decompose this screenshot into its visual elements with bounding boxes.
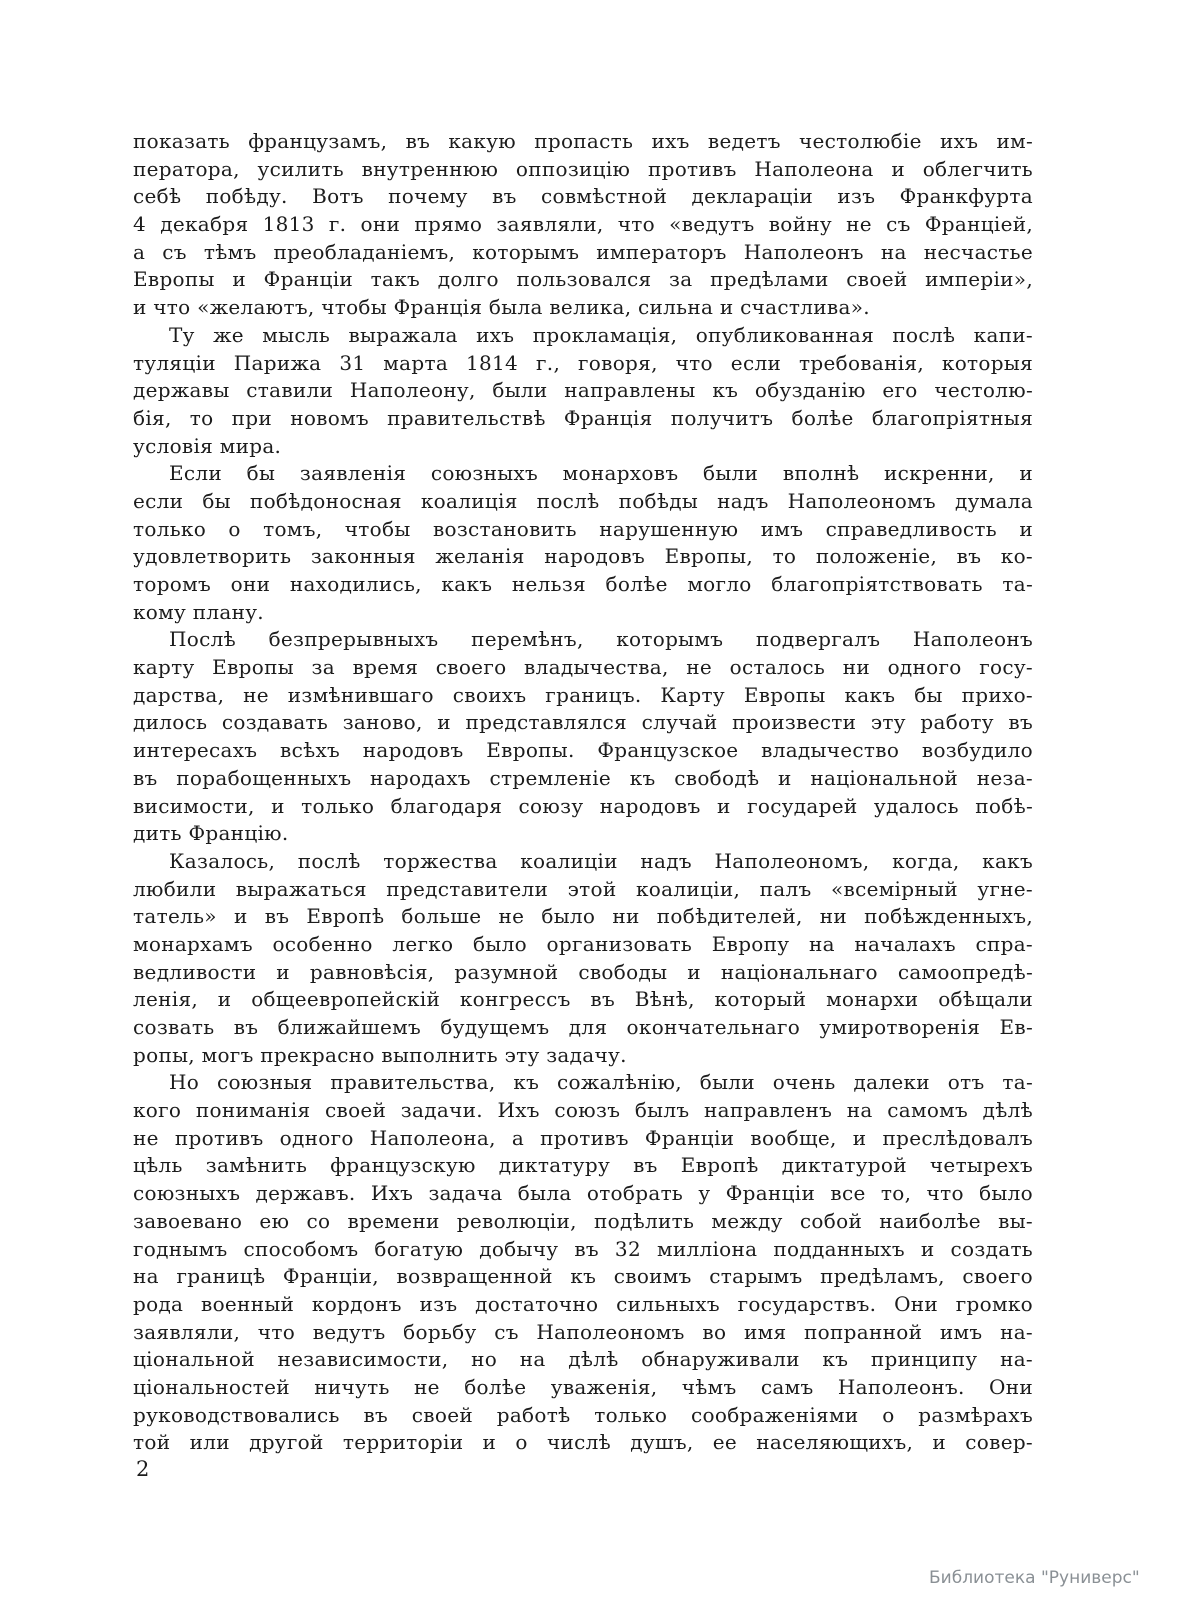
text-line: въ порабощенныхъ народахъ стремленіе къ свободѣ и національной неза- xyxy=(133,765,1033,790)
text-line: годнымъ способомъ богатую добычу въ 32 милліона подданныхъ и создать xyxy=(133,1236,1033,1261)
paragraph xyxy=(133,128,1033,322)
text-line: созвать въ ближайшемъ будущемъ для окончательнаго умиротворенія Ев- xyxy=(133,1015,1033,1039)
text-line: кого пониманія своей задачи. Ихъ союзъ былъ направленъ на самомъ дѣлѣ xyxy=(133,1098,1033,1123)
text-line: ціональной независимости, но на дѣлѣ обнаруживали къ принципу на- xyxy=(133,1347,1033,1372)
text-line: татель» и въ Европѣ больше не было ни побѣдителей, ни побѣжденныхъ, xyxy=(133,904,1033,929)
paragraph xyxy=(133,848,1033,1070)
text-line: бія, то при новомъ правительствѣ Франція получитъ болѣе благопріятныя xyxy=(133,405,1033,430)
text-line: дилось создавать заново, и представлялся случай произвести эту работу въ xyxy=(133,710,1033,735)
text-line: Если бы заявленія союзныхъ монарховъ были вполнѣ искренни, и xyxy=(169,461,1033,486)
text-line: заявляли, что ведутъ борьбу съ Наполеономъ во имя попранной имъ на- xyxy=(133,1319,1033,1344)
text-line: условія мира. xyxy=(133,433,282,458)
text-line: той или другой территоріи и о числѣ душъ, ее населяющихъ, и совер- xyxy=(133,1430,1033,1455)
text-line: Европы и Франціи такъ долго пользовался за предѣлами своей имперіи», xyxy=(133,267,1033,292)
text-line: цѣль замѣнить французскую диктатуру въ Европѣ диктатурой четырехъ xyxy=(133,1153,1033,1178)
text-line: ропы, могъ прекрасно выполнить эту задачу. xyxy=(133,1042,627,1067)
text-line: Послѣ безпрерывныхъ перемѣнъ, которымъ подвергалъ Наполеонъ xyxy=(169,627,1033,652)
text-line: и что «желаютъ, чтобы Франція была велика, сильна и счастлива». xyxy=(133,295,870,320)
paragraph xyxy=(133,1069,1033,1457)
text-block xyxy=(133,128,1033,1457)
paragraph xyxy=(133,460,1033,626)
text-line: рода военный кордонъ изъ достаточно сильныхъ государствъ. Они громко xyxy=(133,1291,1033,1316)
text-line: державы ставили Наполеону, были направлены къ обузданію его честолю- xyxy=(133,378,1033,403)
text-line: монархамъ особенно легко было организовать Европу на началахъ спра- xyxy=(133,931,1033,956)
text-line: Казалось, послѣ торжества коалиціи надъ Наполеономъ, когда, какъ xyxy=(169,848,1033,873)
text-line: а съ тѣмъ преобладаніемъ, которымъ императоръ Наполеонъ на несчастье xyxy=(133,239,1033,264)
text-line: торомъ они находились, какъ нельзя болѣе могло благопріятствовать та- xyxy=(133,572,1033,596)
text-line: висимости, и только благодаря союзу народовъ и государей удалось побѣ- xyxy=(133,793,1033,818)
text-line: карту Европы за время своего владычества, не осталось ни одного госу- xyxy=(133,655,1033,680)
text-line: интересахъ всѣхъ народовъ Европы. Французское владычество возбудило xyxy=(133,738,1033,763)
text-line: удовлетворить законныя желанія народовъ Европы, то положеніе, въ ко- xyxy=(133,544,1033,569)
text-line: руководствовались въ своей работѣ только соображеніями о размѣрахъ xyxy=(133,1402,1033,1427)
text-line: на границѣ Франціи, возвращенной къ своимъ старымъ предѣламъ, своего xyxy=(133,1264,1033,1289)
text-line: союзныхъ державъ. Ихъ задача была отобрать у Франціи все то, что было xyxy=(133,1181,1033,1206)
text-line: себѣ побѣду. Вотъ почему въ совмѣстной деклараціи изъ Франкфурта xyxy=(133,184,1033,209)
text-line: не противъ одного Наполеона, а противъ Франціи вообще, и преслѣдовалъ xyxy=(133,1125,1033,1150)
library-watermark: Библиотека "Руниверс" xyxy=(929,1568,1140,1588)
text-line: 4 декабря 1813 г. они прямо заявляли, что «ведутъ войну не съ Франціей, xyxy=(133,212,1033,237)
text-line: если бы побѣдоносная коалиція послѣ побѣды надъ Наполеономъ думала xyxy=(133,488,1033,513)
text-line: туляціи Парижа 31 марта 1814 г., говоря, что если требованія, которыя xyxy=(133,350,1033,375)
text-line: дить Францію. xyxy=(133,821,289,846)
text-line: Ту же мысль выражала ихъ прокламація, опубликованная послѣ капи- xyxy=(169,322,1033,347)
text-line: ленія, и общеевропейскій конгрессъ въ Вѣнѣ, который монархи обѣщали xyxy=(133,987,1033,1012)
text-line: показать французамъ, въ какую пропасть ихъ ведетъ честолюбіе ихъ им- xyxy=(133,129,1033,153)
paragraph xyxy=(133,322,1033,460)
text-line: Но союзныя правительства, къ сожалѣнію, были очень далеки отъ та- xyxy=(169,1070,1033,1095)
text-line: завоевано ею со времени революціи, подѣлить между собой наиболѣе вы- xyxy=(133,1208,1033,1233)
text-line: любили выражаться представители этой коалиціи, палъ «всемірный угне- xyxy=(133,876,1033,901)
page-number: 2 xyxy=(136,1457,150,1481)
text-line: только о томъ, чтобы возстановить нарушенную имъ справедливость и xyxy=(133,516,1033,541)
text-line: ціональностей ничуть не болѣе уваженія, чѣмъ самъ Наполеонъ. Они xyxy=(133,1374,1033,1399)
text-line: кому плану. xyxy=(133,599,264,624)
text-line: дарства, не измѣнившаго своихъ границъ. Карту Европы какъ бы прихо- xyxy=(133,682,1033,707)
text-line: ператора, усилить внутреннюю оппозицію противъ Наполеона и облегчить xyxy=(133,156,1033,181)
paragraph xyxy=(133,626,1033,848)
text-line: ведливости и равновѣсія, разумной свободы и національнаго самоопредѣ- xyxy=(133,959,1033,984)
